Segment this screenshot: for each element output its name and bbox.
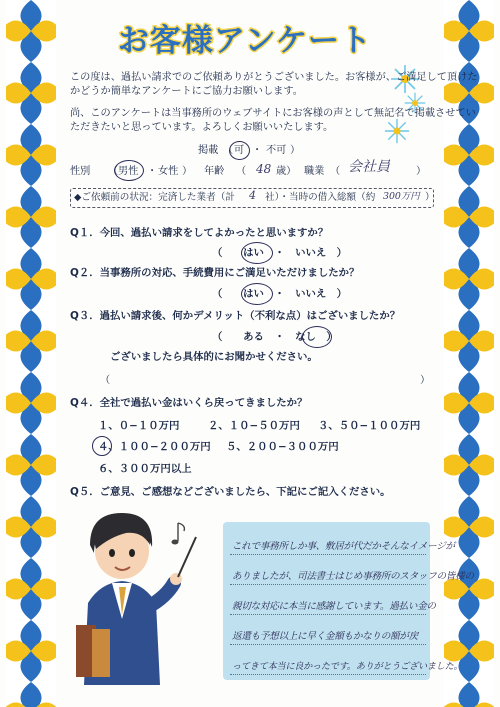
intro-line-1: この度は、過払い請求でのご依頼ありがとうございました。お客様が、ご満足して頂けた [70, 72, 478, 83]
status-prefix: ◆ご依頼前の状況：完済した業者（計 [74, 192, 235, 203]
job-value[interactable]: 会社員 [348, 159, 390, 175]
intro-line-2: かどうか簡単なアンケートにご協力お願いします。 [70, 86, 303, 97]
intro-line-3: 尚、このアンケートは当事務所のウェブサイトにお客様の声として無記名で掲載させてい [70, 108, 476, 119]
status-suffix: 社）・当時の借入総額（約 [265, 192, 376, 203]
status-end: ） [425, 192, 435, 203]
age-label: 年齢 [204, 166, 225, 177]
intro-line-4: ただきたいと思っています。よろしくお願いいたします。 [70, 122, 334, 133]
page-title [80, 18, 410, 60]
title-text: お客様アンケート [117, 23, 373, 58]
selection-circle [241, 283, 273, 305]
comment-rule [230, 554, 426, 555]
gender-open: （ [108, 166, 119, 177]
q4-option-1[interactable]: １、０−１０万円 [98, 420, 180, 432]
comment-rule [230, 644, 426, 645]
detail-paren-right: ） [420, 375, 431, 386]
q4-option-4[interactable]: ４、１００−２００万円 [98, 441, 211, 453]
comment-line-4: 返還も予想以上に早く金額もかなりの額が戻 [232, 631, 418, 642]
publish-separator: ・ [252, 145, 263, 156]
publish-label: 掲載 [198, 145, 219, 156]
job-label: 職業 [304, 166, 325, 177]
question-4: Q４．全社で過払い金はいくら戻ってきましたか？ [70, 397, 308, 409]
selection-circle [114, 160, 144, 181]
question-3: Q３．過払い請求後、何かデメリット（不利な点）はございましたか？ [70, 310, 401, 322]
gender-male-option[interactable]: 男性 [118, 166, 139, 177]
publish-open: （ [223, 145, 234, 156]
comment-line-1: これで事務所しか事、敷居が代だかそんなイメージが [232, 541, 455, 552]
publish-no-option[interactable]: 不可 [266, 145, 287, 156]
selection-circle [92, 436, 112, 456]
age-unit: 歳） [276, 166, 297, 177]
age-value[interactable]: 48 [256, 162, 272, 176]
selection-circle [241, 242, 273, 264]
publish-close: ） [290, 145, 301, 156]
businessman-illustration [70, 507, 200, 687]
left-pattern-border [0, 0, 62, 707]
answer-1-options[interactable]: （ はい ・ いいえ ） [212, 247, 348, 259]
q4-option-5[interactable]: ５、２００−３００万円 [226, 441, 339, 453]
comment-line-2: ありましたが、司法書士はじめ事務所のスタッフの皆様の [232, 571, 474, 582]
status-amount[interactable]: 300万円 [383, 191, 420, 202]
q4-option-3[interactable]: ３、５０−１００万円 [318, 420, 421, 432]
comment-rule [230, 584, 426, 585]
answer-3-options[interactable]: （ ある ・ なし ） [212, 331, 337, 343]
age-open: （ [236, 166, 247, 177]
q4-option-6[interactable]: ６、３００万円以上 [98, 463, 192, 475]
publish-yes-option[interactable]: 可 [234, 145, 245, 156]
comment-rule [230, 614, 426, 615]
comment-line-3: 親切な対応に本当に感謝しています。過払い金の [232, 601, 436, 612]
gender-female-option[interactable]: 女性 [158, 166, 179, 177]
question-1: Q１．今回、過払い請求をしてよかったと思いますか？ [70, 227, 329, 239]
answer-2-options[interactable]: （ はい ・ いいえ ） [212, 288, 348, 300]
selection-circle [229, 141, 250, 160]
sparkle-icon [384, 118, 410, 144]
detail-paren-left: （ [100, 375, 111, 386]
question-2: Q２．当事務所の対応、手続費用にご満足いただけましたか？ [70, 267, 360, 279]
selection-circle [302, 326, 332, 348]
comment-rule [230, 674, 426, 675]
status-company-count[interactable]: 4 [249, 189, 256, 202]
gender-separator: ・ [147, 166, 158, 177]
job-close: ） [416, 166, 427, 177]
comment-line-5: ってきて本当に良かったです。ありがとうございました。 [232, 661, 463, 672]
q4-option-2[interactable]: ２、１０−５０万円 [208, 420, 300, 432]
question-5: Q５．ご意見、ご感想などございましたら、下記にご記入ください。 [70, 486, 391, 498]
question-3-detail: ございましたら具体的にお聞かせください。 [110, 351, 318, 363]
gender-label: 性別 [70, 166, 91, 177]
gender-close: ） [182, 166, 193, 177]
job-open: （ [330, 166, 341, 177]
